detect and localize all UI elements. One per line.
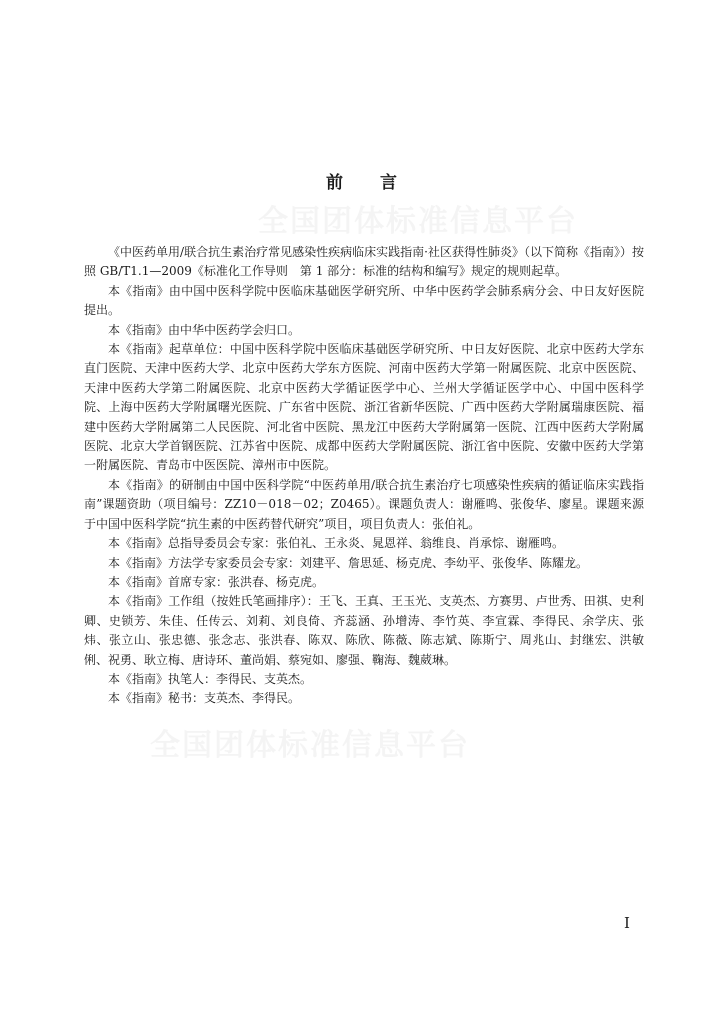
paragraph-secretaries: 本《指南》秘书：支英杰、李得民。 [108,691,301,706]
watermark [258,196,578,240]
paragraph-proposer: 本《指南》由中国中医科学院中医临床基础医学研究所、中华中医药学会肺系病分会、中日友好医院提出。 [84,283,644,318]
title-part: 言 [380,173,398,193]
page-title [0,168,724,193]
page-number: I [624,914,630,932]
paragraph-funding: 本《指南》的研制由中国中医科学院“中医药单用/联合抗生素治疗七项感染性疾病的循证临床实践指南”课题资助（项目编号：ZZ10－018－02；Z0465）。课题负责人：谢雁鸣、张俊华、廖星。课题来源于中国中医科学院“抗生素的中医药替代研究”项目，项目负责人：张伯礼。 [84,477,644,531]
paragraph-working-group: 本《指南》工作组（按姓氏笔画排序）：王飞、王真、王玉光、支英杰、方赛男、卢世秀、田祺、史利卿、史锁芳、朱佳、任传云、刘莉、刘良倚、齐蕊涵、孙增涛、李竹英、李宣霖、李得民、余学庆、张炜、张立山、张忠德、张念志、张洪春、陈双、陈欣、陈薇、陈志斌、陈斯宁、周兆山、封继宏、洪敏俐、祝勇、耿立梅、唐诗环、董尚娟、蔡宛如、廖强、鞠海、魏葳琳。 [84,594,644,667]
foreword-body [84,243,644,709]
paragraph-writers: 本《指南》执笔人：李得民、支英杰。 [108,671,313,686]
paragraph-drafting-rules: 《中医药单用/联合抗生素治疗常见感染性疾病临床实践指南·社区获得性肺炎》（以下简称《指南》）按照 GB/T1.1—2009《标准化工作导则 第 1 部分：标准的结构和编写》规定的规则起草。 [84,245,644,279]
paragraph-steering-committee: 本《指南》总指导委员会专家：张伯礼、王永炎、晁恩祥、翁维良、肖承悰、谢雁鸣。 [108,536,565,551]
title-part: 前 [326,173,344,193]
paragraph-administrator: 本《指南》由中华中医药学会归口。 [108,322,301,337]
paragraph-drafting-units: 本《指南》起草单位：中国中医科学院中医临床基础医学研究所、中日友好医院、北京中医药大学东直门医院、天津中医药大学、北京中医药大学东方医院、河南中医药大学第一附属医院、北京中医医院、天津中医药大学第二附属医院、北京中医药大学循证医学中心、兰州大学循证医学中心、中国中医科学院、上海中医药大学附属曙光医院、广东省中医院、浙江省新华医院、广西中医药大学附属瑞康医院、福建中医药大学附属第二人民医院、河北省中医院、黑龙江中医药大学附属第一医院、江西中医药大学附属医院、北京大学首钢医院、江苏省中医院、成都中医药大学附属医院、浙江省中医院、安徽中医药大学第一附属医院、青岛市中医医院、漳州市中医院。 [84,342,644,473]
paragraph-methodology-committee: 本《指南》方法学专家委员会专家：刘建平、詹思延、杨克虎、李幼平、张俊华、陈耀龙。 [108,555,589,570]
paragraph-chief-experts: 本《指南》首席专家：张洪春、杨克虎。 [108,574,325,589]
watermark [150,720,470,764]
